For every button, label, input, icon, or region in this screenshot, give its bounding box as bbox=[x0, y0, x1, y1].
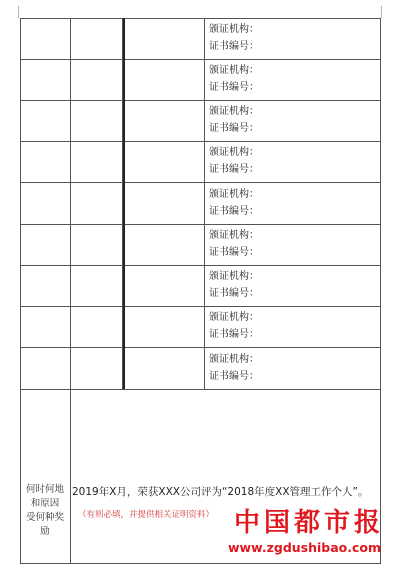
row-divider bbox=[20, 306, 381, 307]
issuer-label: 颁证机构： bbox=[209, 147, 259, 158]
page-corner-mark-right bbox=[381, 6, 382, 18]
cert-number-label: 证书编号： bbox=[209, 329, 259, 340]
cert-number-label: 证书编号： bbox=[209, 164, 259, 175]
cert-row bbox=[209, 186, 259, 220]
cert-row bbox=[209, 144, 259, 178]
awards-content: 2019年X月，荣获XXX公司评为“2018年度XX管理工作个人”。 bbox=[72, 486, 369, 498]
column-divider-bold bbox=[123, 18, 125, 389]
issuer-label: 颁证机构： bbox=[209, 24, 259, 35]
awards-note: （有则必填，并提供相关证明资料） bbox=[78, 510, 215, 520]
table-border-top bbox=[20, 18, 381, 19]
watermark-url: www.zgdushibao.com bbox=[228, 540, 382, 555]
column-divider bbox=[70, 18, 71, 564]
row-divider bbox=[20, 389, 381, 390]
awards-label-line: 励 bbox=[40, 526, 50, 537]
cert-number-label: 证书编号： bbox=[209, 371, 259, 382]
cert-row bbox=[209, 351, 259, 385]
cert-row bbox=[209, 309, 259, 343]
awards-label-line: 和原因 bbox=[30, 498, 60, 509]
issuer-label: 颁证机构： bbox=[209, 189, 259, 200]
page-corner-mark-left bbox=[18, 6, 19, 18]
awards-label-line: 何时何地 bbox=[25, 484, 64, 495]
column-divider bbox=[204, 18, 205, 389]
certificate-form-table bbox=[20, 18, 381, 564]
cert-number-label: 证书编号： bbox=[209, 247, 259, 258]
cert-row bbox=[209, 103, 259, 137]
cert-number-label: 证书编号： bbox=[209, 123, 259, 134]
row-divider bbox=[20, 100, 381, 101]
issuer-label: 颁证机构： bbox=[209, 65, 259, 76]
issuer-label: 颁证机构： bbox=[209, 271, 259, 282]
page-top-margin bbox=[0, 0, 400, 20]
awards-row-label bbox=[20, 483, 70, 539]
cert-row bbox=[209, 62, 259, 96]
cert-number-label: 证书编号： bbox=[209, 288, 259, 299]
cert-row bbox=[209, 227, 259, 261]
issuer-label: 颁证机构： bbox=[209, 354, 259, 365]
awards-label-line: 受何种奖 bbox=[25, 512, 64, 523]
cert-row bbox=[209, 268, 259, 302]
table-border-bottom bbox=[20, 563, 381, 564]
row-divider bbox=[20, 347, 381, 348]
issuer-label: 颁证机构： bbox=[209, 312, 259, 323]
row-divider bbox=[20, 59, 381, 60]
cert-row bbox=[209, 21, 259, 55]
row-divider bbox=[20, 265, 381, 266]
issuer-label: 颁证机构： bbox=[209, 106, 259, 117]
watermark-logo: 中国都市报 bbox=[234, 508, 385, 538]
row-divider bbox=[20, 141, 381, 142]
row-divider bbox=[20, 224, 381, 225]
cert-number-label: 证书编号： bbox=[209, 82, 259, 93]
cert-number-label: 证书编号： bbox=[209, 206, 259, 217]
issuer-label: 颁证机构： bbox=[209, 230, 259, 241]
cert-number-label: 证书编号： bbox=[209, 41, 259, 52]
row-divider bbox=[20, 182, 381, 183]
table-border-right bbox=[380, 18, 381, 564]
